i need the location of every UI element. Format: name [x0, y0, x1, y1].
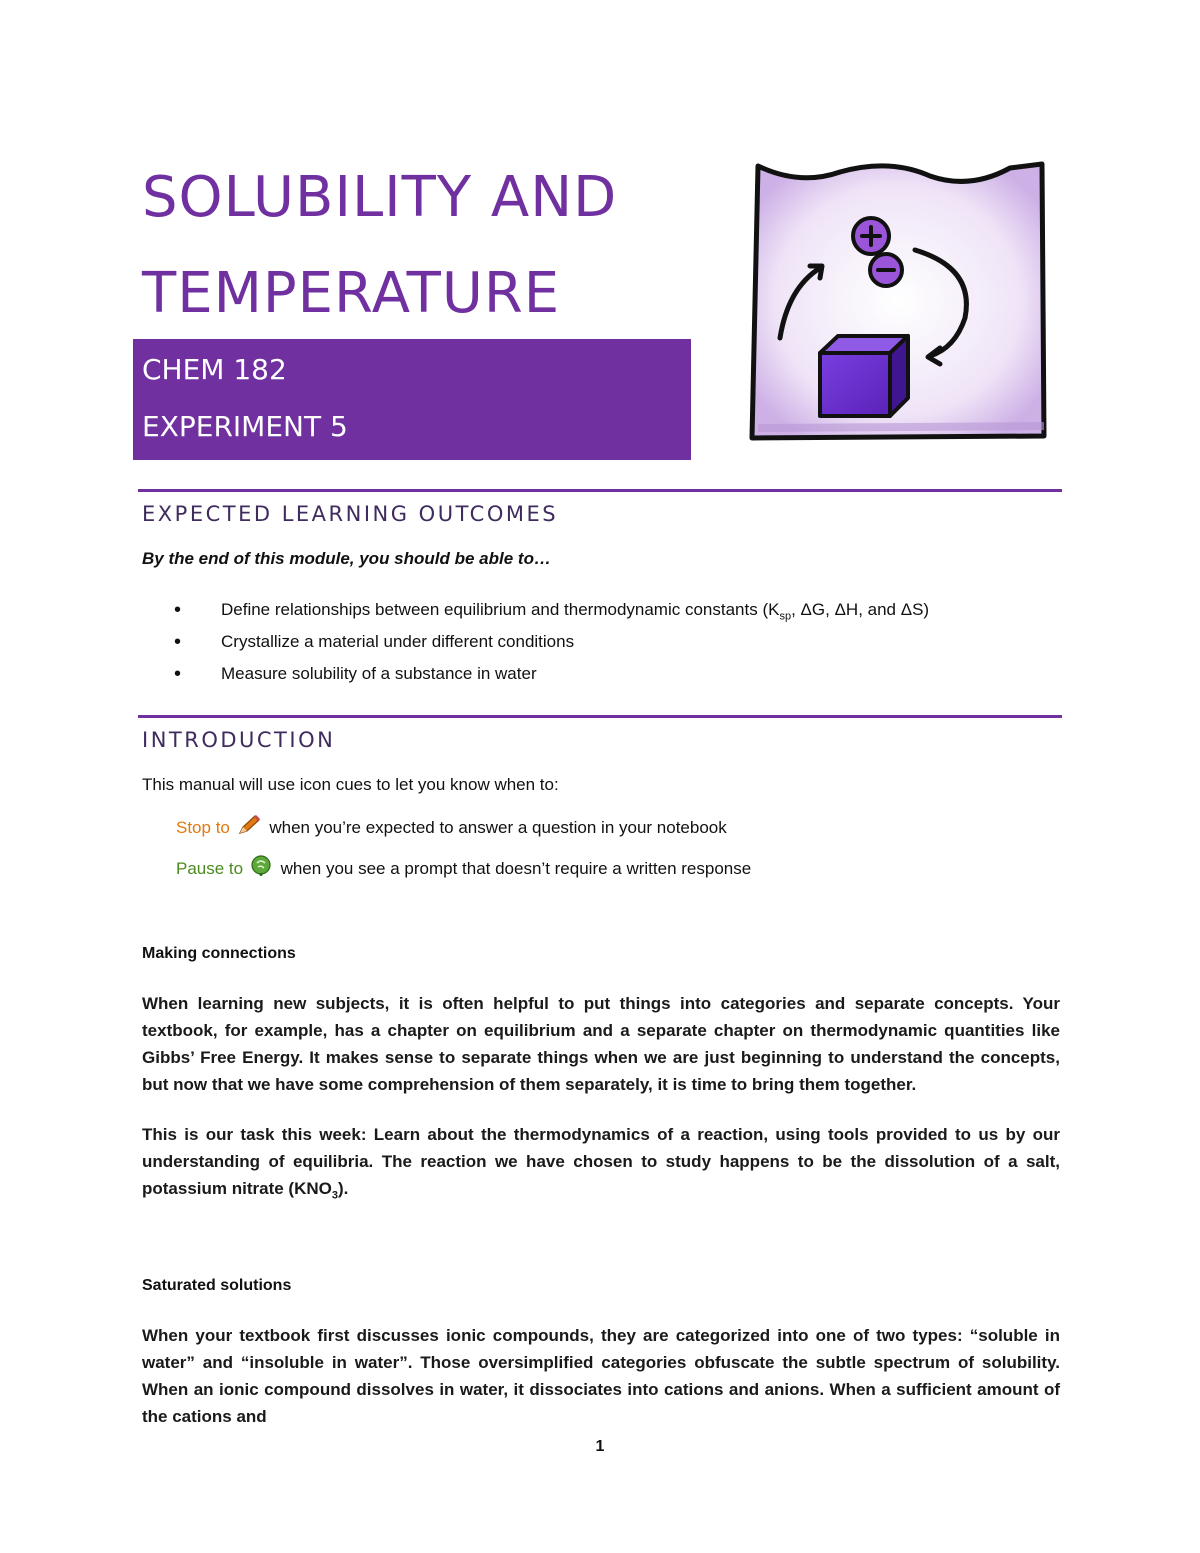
anion-icon [870, 254, 902, 286]
stop-description: when you’re expected to answer a question in your notebook [269, 818, 727, 837]
list-item: • Measure solubility of a substance in water [142, 658, 1062, 690]
course-code: CHEM 182 [142, 353, 287, 386]
cation-icon [853, 218, 889, 254]
section-divider [138, 715, 1062, 718]
list-item: • Define relationships between equilibrium and thermodynamic constants ($K_{sp}$, ΔG, ΔH, and ΔS) [142, 594, 1062, 626]
outcomes-lead: By the end of this module, you should be able to… [142, 549, 551, 568]
section-divider [138, 489, 1062, 492]
title-line-2: TEMPERATURE [142, 261, 561, 326]
crystal-cube-icon [820, 336, 908, 416]
making-connections-heading: Making connections [142, 945, 296, 962]
document-title [142, 150, 702, 342]
introduction-heading: INTRODUCTION [142, 728, 336, 752]
intro-lead: This manual will use icon cues to let you know when to: [142, 775, 559, 794]
outcomes-heading: EXPECTED LEARNING OUTCOMES [142, 502, 559, 526]
making-connections-paragraph-1: When learning new subjects, it is often helpful to put things into categories and separate concepts. Your textbook, for example, has a chapter on equilibrium and a separate chapter on thermodynamic quantities like Gibbs’ Free Energy. It makes sense to separate things when we are just beginning to understand the concepts, but now that we have some comprehension of them separately, it is time to bring them together. [142, 994, 1060, 1094]
dissolution-illustration [740, 158, 1060, 443]
saturated-solutions-paragraph: When your textbook first discusses ionic compounds, they are categorized into one of two types: “soluble in water” and “insoluble in water”. Those oversimplified categories obfuscate the subtle spectrum of solubility. When an ionic compound dissolves in water, it dissociates into cations and anions. When a sufficient amount of the cations and [142, 1326, 1060, 1426]
stop-cue [176, 814, 727, 839]
title-line-1: SOLUBILITY AND [142, 165, 618, 230]
making-connections-paragraph-2: This is our task this week: Learn about the thermodynamics of a reaction, using tools provided to us by our understanding of equilibria. The reaction we have chosen to study happens to be the dissolution of a salt, potassium nitrate $(KNO_3)$. [142, 1125, 1060, 1202]
pause-label: Pause to [176, 859, 244, 878]
stop-label: Stop to [176, 818, 230, 837]
outcomes-list [142, 594, 1062, 690]
pencil-icon [237, 814, 261, 836]
page-number: 1 [595, 1438, 605, 1455]
experiment-number: EXPERIMENT 5 [142, 410, 348, 443]
list-item: • Crystallize a material under different conditions [142, 626, 1062, 658]
saturated-solutions-heading: Saturated solutions [142, 1277, 292, 1294]
pause-description: when you see a prompt that doesn’t require a written response [280, 859, 752, 878]
brain-icon [250, 855, 272, 877]
course-banner [133, 339, 691, 460]
pause-cue [176, 855, 751, 880]
